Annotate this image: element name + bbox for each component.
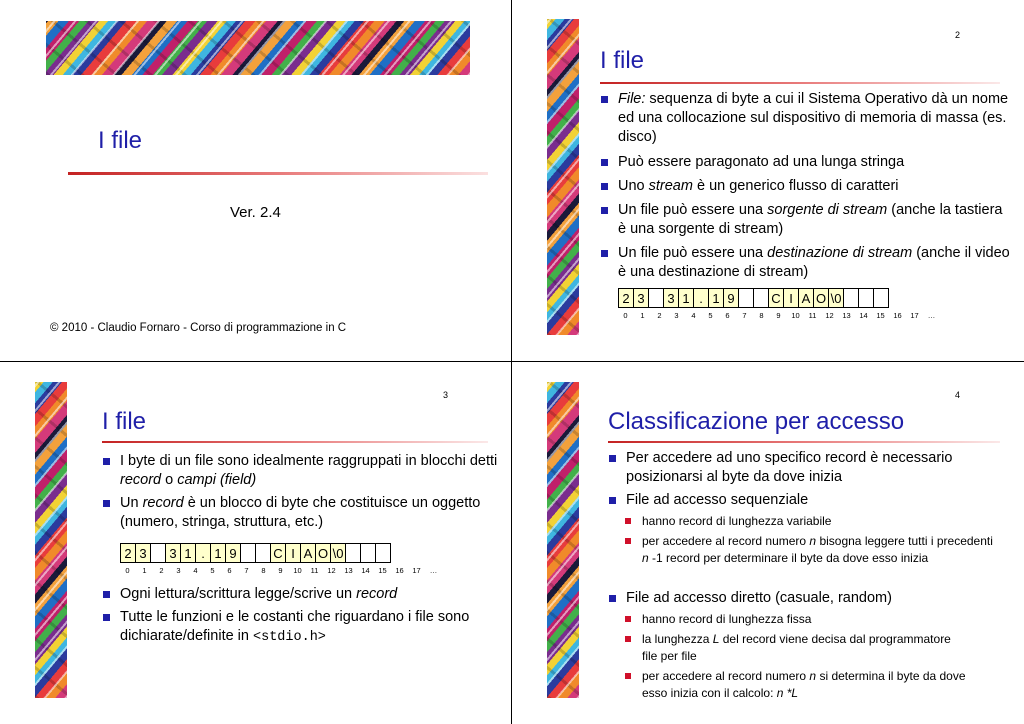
byte-cell: 3 — [633, 288, 649, 308]
version-label: Ver. 2.4 — [230, 204, 281, 221]
byte-index: 10 — [791, 311, 800, 320]
byte-cell: C — [270, 543, 286, 563]
bullet-text: Per accedere ad uno specifico record è necessario posizionarsi al byte da dove inizia — [626, 450, 953, 485]
bullet-item — [618, 201, 1012, 239]
copyright-footer: © 2010 - Claudio Fornaro - Corso di programmazione in C — [50, 322, 347, 334]
bullet-text: Un file può essere una — [618, 245, 768, 261]
bullet-emphasis: stream — [648, 178, 693, 194]
sub-bullet-emphasis: n — [809, 534, 817, 548]
slide-1 — [6, 5, 506, 357]
byte-index: 16 — [395, 566, 404, 575]
byte-index: 13 — [344, 566, 353, 575]
bullet-item — [618, 177, 1012, 196]
bullet-text: o — [161, 472, 178, 488]
bullet-item — [618, 244, 1012, 282]
bullet-item — [626, 589, 1012, 608]
bullet-text: Un — [120, 495, 143, 511]
slide-3 — [6, 368, 506, 720]
byte-index: 13 — [842, 311, 851, 320]
decorative-side-image — [547, 19, 579, 335]
bullet-text: Un file può essere una — [618, 202, 768, 218]
sub-bullet-text: -1 record per determinare il byte da dove esso inizia — [648, 550, 929, 565]
byte-cell: 1 — [210, 543, 226, 563]
bullet-text: Uno — [618, 178, 649, 194]
byte-cell: 1 — [708, 288, 724, 308]
sub-bullet-text: la lunghezza — [642, 632, 713, 646]
page-number: 3 — [443, 390, 449, 400]
bullet-text: sequenza di byte a cui il Sistema Operativo dà un nome ed una collocazione sul dispositivo di memoria di massa (es. disco) — [618, 91, 1009, 145]
byte-index: 11 — [808, 311, 817, 320]
byte-index: 5 — [210, 566, 215, 575]
slide-2 — [518, 5, 1018, 357]
bullet-item — [120, 452, 500, 490]
byte-cell — [360, 543, 376, 563]
decorative-banner-image — [46, 21, 470, 75]
byte-cell: A — [798, 288, 814, 308]
byte-index: 6 — [725, 311, 730, 320]
bullet-emphasis: destinazione di stream — [767, 245, 913, 261]
byte-cell: 1 — [180, 543, 196, 563]
sub-bullet-text: per accedere al record numero — [642, 534, 810, 548]
bullet-text: Tutte le funzioni e le costanti che riguardano i file sono dichiarate/definite in — [120, 609, 470, 644]
byte-cell — [753, 288, 769, 308]
bullet-text: è un blocco di byte che costituisce un oggetto (numero, stringa, struttura, etc.) — [120, 495, 481, 530]
sub-bullet-item — [642, 533, 998, 566]
byte-cell — [738, 288, 754, 308]
byte-index: 8 — [261, 566, 266, 575]
byte-index: 14 — [361, 566, 370, 575]
byte-cell: \0 — [330, 543, 346, 563]
byte-index: 15 — [876, 311, 885, 320]
bullet-item — [618, 90, 1012, 147]
byte-index: 17 — [412, 566, 421, 575]
bullet-emphasis: campi (field) — [177, 472, 257, 488]
byte-index-row — [120, 566, 443, 575]
sub-bullet-item — [642, 668, 978, 701]
bullet-text: Può essere paragonato ad una lunga stringa — [618, 154, 905, 170]
sub-bullet-text: hanno record di lunghezza variabile — [642, 514, 832, 528]
page-number: 4 — [955, 390, 961, 400]
sub-bullet-text: si determina il byte da dove esso inizia con il calcolo: — [642, 669, 966, 700]
byte-index: 11 — [310, 566, 319, 575]
slide-4 — [518, 368, 1018, 720]
byte-index: 7 — [244, 566, 249, 575]
byte-index: 0 — [125, 566, 130, 575]
byte-cell — [843, 288, 859, 308]
byte-index: 15 — [378, 566, 387, 575]
byte-index: 16 — [893, 311, 902, 320]
sub-bullet-item — [642, 631, 958, 664]
byte-cell — [345, 543, 361, 563]
page-divider-horizontal — [0, 361, 1024, 362]
bullet-item — [120, 608, 500, 647]
byte-cell: I — [783, 288, 799, 308]
sub-bullet-emphasis: n — [809, 669, 817, 683]
sub-bullet-emphasis: n — [642, 550, 649, 565]
bullet-emphasis: sorgente di stream — [767, 202, 888, 218]
bullet-emphasis: File: — [618, 91, 646, 107]
formula: n *L — [776, 685, 799, 700]
title-underline — [608, 441, 1000, 443]
bullet-text: File ad accesso sequenziale — [626, 492, 809, 508]
bullet-item — [626, 491, 1012, 510]
byte-cell: C — [768, 288, 784, 308]
byte-cells — [618, 288, 888, 308]
byte-cell: O — [813, 288, 829, 308]
byte-index: … — [927, 311, 936, 320]
slide-title: I file — [102, 408, 147, 435]
byte-cell: 9 — [723, 288, 739, 308]
bullet-text: è un generico flusso di caratteri — [692, 178, 899, 194]
title-divider — [68, 172, 488, 175]
bullet-item — [120, 494, 500, 532]
byte-cell: . — [693, 288, 709, 308]
bullet-item — [120, 585, 500, 604]
byte-cell: 2 — [120, 543, 136, 563]
byte-index: 5 — [708, 311, 713, 320]
sub-bullet-text: bisogna leggere tutti i precedenti — [816, 534, 993, 548]
sub-bullet-item — [642, 611, 1012, 628]
byte-cell: . — [195, 543, 211, 563]
byte-index: 1 — [640, 311, 645, 320]
sub-bullet-item — [642, 513, 1012, 530]
byte-index: 3 — [176, 566, 181, 575]
byte-index: 7 — [742, 311, 747, 320]
byte-index: 12 — [327, 566, 336, 575]
slide-title: I file — [98, 127, 143, 154]
byte-index: 3 — [674, 311, 679, 320]
byte-index: 2 — [657, 311, 662, 320]
byte-cell — [255, 543, 271, 563]
bullet-text: File ad accesso diretto (casuale, random) — [626, 590, 892, 606]
bullet-item — [618, 153, 1012, 172]
byte-index: 0 — [623, 311, 628, 320]
byte-index: 9 — [278, 566, 283, 575]
byte-cell: O — [315, 543, 331, 563]
byte-cell: I — [285, 543, 301, 563]
bullet-emphasis: record — [142, 495, 184, 511]
bullet-text: (anche il video è una destinazione di stream) — [618, 245, 1010, 280]
page-number: 2 — [955, 30, 961, 40]
decorative-side-image — [35, 382, 67, 698]
byte-index: 9 — [776, 311, 781, 320]
bullet-item — [626, 449, 1012, 487]
byte-index: 10 — [293, 566, 302, 575]
byte-cell — [240, 543, 256, 563]
decorative-side-image — [547, 382, 579, 698]
title-underline — [600, 82, 1000, 84]
byte-index: 6 — [227, 566, 232, 575]
title-underline — [102, 441, 488, 443]
byte-cell — [375, 543, 391, 563]
bullet-text: (anche la tastiera è una sorgente di stream) — [618, 202, 1003, 237]
slide-title: Classificazione per accesso — [608, 408, 905, 435]
byte-cell: 1 — [678, 288, 694, 308]
bullet-emphasis: record — [120, 472, 162, 488]
byte-index: 2 — [159, 566, 164, 575]
byte-cell: A — [300, 543, 316, 563]
byte-index: 17 — [910, 311, 919, 320]
bullet-emphasis: record — [356, 586, 398, 602]
sub-bullet-emphasis: L — [712, 632, 720, 646]
sub-bullet-text: hanno record di lunghezza fissa — [642, 612, 812, 626]
byte-cell — [858, 288, 874, 308]
bullet-text: I byte di un file sono idealmente raggruppati in blocchi detti — [120, 453, 498, 469]
byte-cell: 2 — [618, 288, 634, 308]
byte-cell: 3 — [135, 543, 151, 563]
byte-cells — [120, 543, 390, 563]
code-snippet: <stdio.h> — [253, 630, 326, 645]
sub-bullet-text: per accedere al record numero — [642, 669, 810, 683]
byte-cell — [150, 543, 166, 563]
byte-index: 12 — [825, 311, 834, 320]
sub-bullet-text: del record viene decisa dal programmatore file per file — [642, 632, 951, 663]
byte-cell: 3 — [663, 288, 679, 308]
byte-cell — [873, 288, 889, 308]
page-divider-vertical — [511, 0, 512, 724]
byte-index: 4 — [691, 311, 696, 320]
byte-index: 4 — [193, 566, 198, 575]
byte-cell: 9 — [225, 543, 241, 563]
byte-cell — [648, 288, 664, 308]
byte-cell: \0 — [828, 288, 844, 308]
byte-cell: 3 — [165, 543, 181, 563]
byte-index: … — [429, 566, 438, 575]
byte-index: 8 — [759, 311, 764, 320]
byte-index: 1 — [142, 566, 147, 575]
byte-index: 14 — [859, 311, 868, 320]
slide-title: I file — [600, 47, 645, 74]
byte-index-row — [618, 311, 941, 320]
bullet-text: Ogni lettura/scrittura legge/scrive un — [120, 586, 357, 602]
